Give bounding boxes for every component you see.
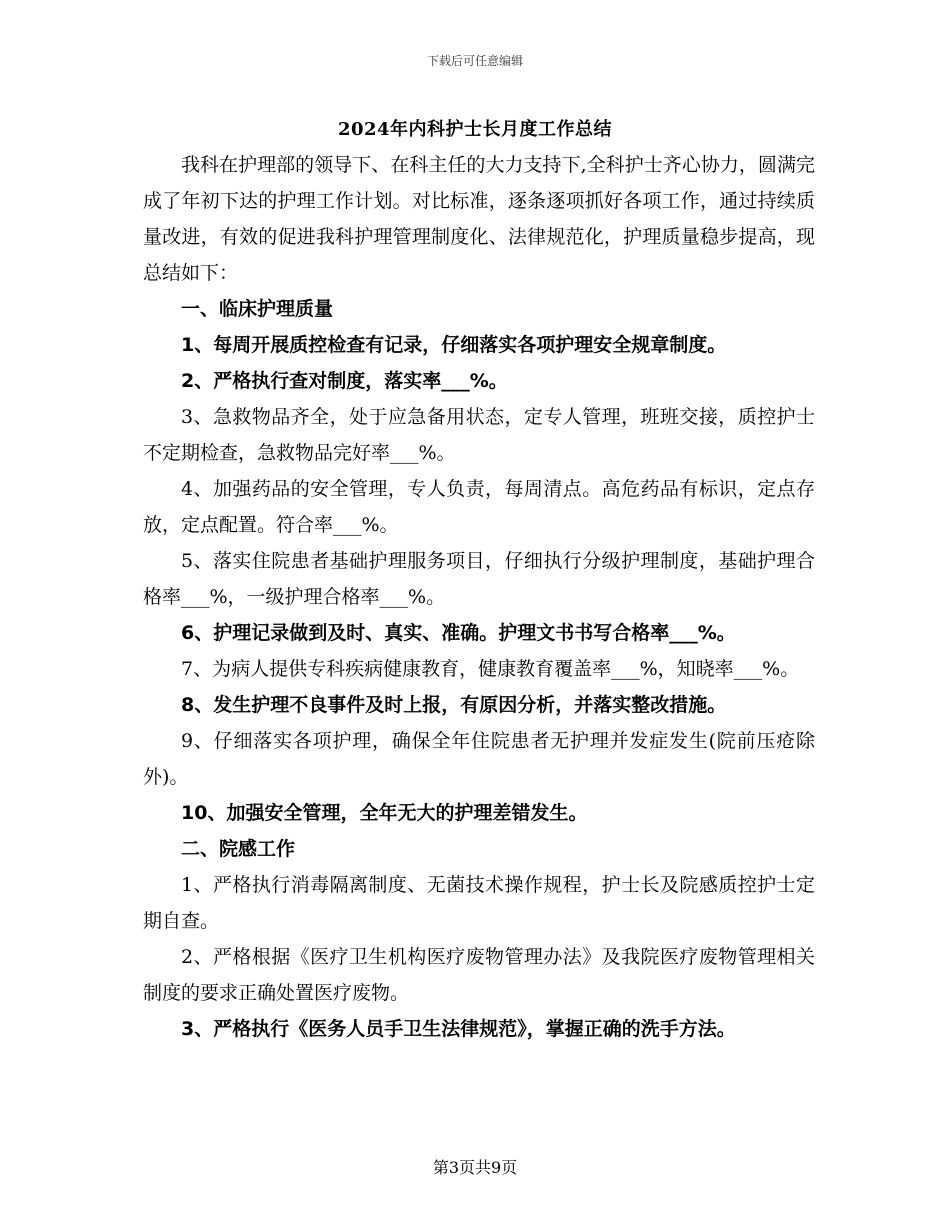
document-title: 2024年内科护士长月度工作总结 (337, 119, 613, 140)
paragraph: 3、急救物品齐全，处于应急备用状态，定专人管理，班班交接，质控护士不定期检查，急救物品完好率___%。 (143, 406, 815, 464)
section-heading: 二、院感工作 (181, 838, 296, 860)
document-body (143, 147, 815, 1047)
paragraph: 10、加强安全管理，全年无大的护理差错发生。 (181, 802, 588, 824)
paragraph: 5、落实住院患者基础护理服务项目，仔细执行分级护理制度，基础护理合格率___%，一级护理合格率___%。 (143, 550, 815, 608)
header-note: 下载后可任意编辑 (426, 54, 523, 68)
paragraph: 2、严格根据《医疗卫生机构医疗废物管理办法》及我院医疗废物管理相关制度的要求正确处置医疗废物。 (143, 946, 815, 1004)
paragraph: 我科在护理部的领导下、在科主任的大力支持下,全科护士齐心协力，圆满完成了年初下达的护理工作计划。对比标准，逐条逐项抓好各项工作，通过持续质量改进，有效的促进我科护理管理制度化、法律规范化，护理质量稳步提高，现总结如下： (143, 154, 815, 284)
paragraph: 7、为病人提供专科疾病健康教育，健康教育覆盖率___%，知晓率___%。 (181, 658, 800, 680)
paragraph: 1、每周开展质控检查有记录，仔细落实各项护理安全规章制度。 (181, 334, 727, 356)
paragraph: 8、发生护理不良事件及时上报，有原因分析，并落实整改措施。 (181, 694, 727, 716)
paragraph: 4、加强药品的安全管理，专人负责，每周清点。高危药品有标识，定点存放，定点配置。符合率___%。 (143, 478, 815, 536)
paragraph: 9、仔细落实各项护理，确保全年住院患者无护理并发症发生(院前压疮除外)。 (143, 730, 815, 788)
section-heading: 一、临床护理质量 (181, 298, 334, 320)
paragraph: 3、严格执行《医务人员手卫生法律规范》，掌握正确的洗手方法。 (181, 1018, 736, 1040)
paragraph: 2、严格执行查对制度，落实率___%。 (181, 370, 508, 392)
paragraph: 1、严格执行消毒隔离制度、无菌技术操作规程，护士长及院感质控护士定期自查。 (143, 874, 815, 932)
paragraph: 6、护理记录做到及时、真实、准确。护理文书书写合格率___%。 (181, 622, 736, 644)
page-number: 第3页共9页 (432, 1158, 518, 1177)
